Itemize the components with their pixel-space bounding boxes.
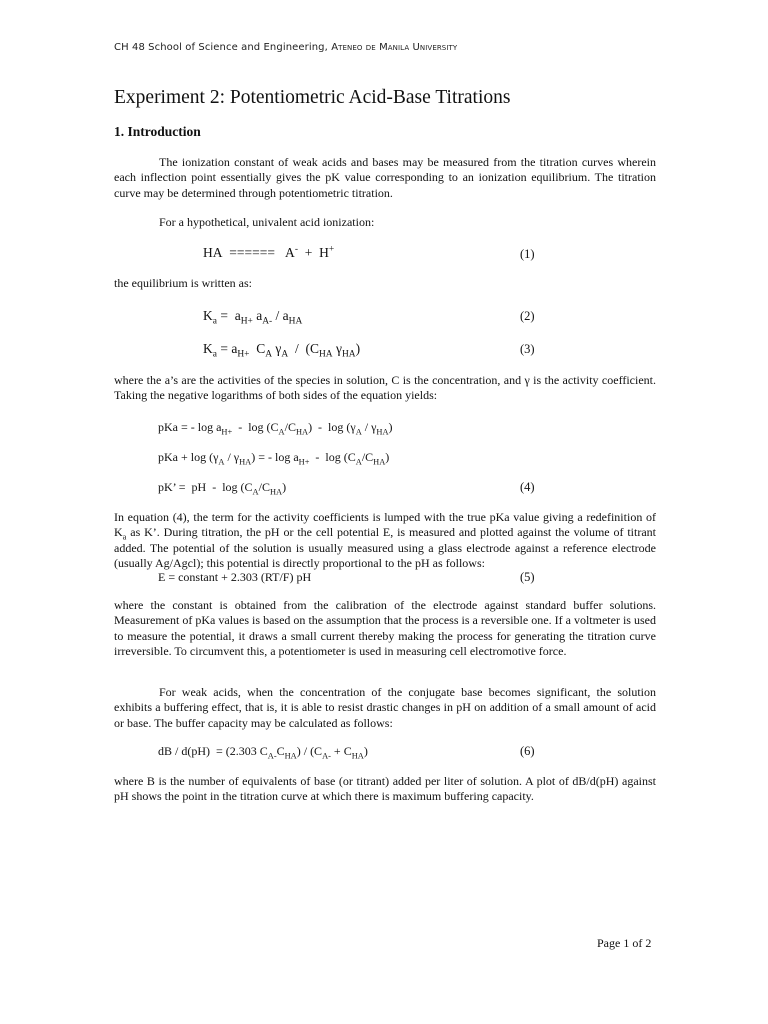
page-number: Page 1 of 2 (597, 936, 652, 950)
running-header (114, 42, 457, 53)
paragraph-4-part-a: where the a’s are the activities of the species in solution, C is the concentration, and (114, 373, 525, 387)
paragraph-7: For weak acids, when the concentration of the conjugate base becomes significant, the solution exhibits a buffering effect, that is, it is able to resist drastic changes in pH on addition of a small amount of acid or base. The buffer capacity may be calculated as follows: (114, 685, 656, 730)
paragraph-5: In equation (4), the term for the activity coefficients is lumped with the true pKa value giving a redefinition of $K_a$ as K’. During titration, the pH or the cell potential E, is measured and plotted against the volume of titrant added. The potential of the solution is usually measured using a glass electrode against a reference electrode (usually Ag/Agcl); this potential is directly proportional to the pH as follows: (114, 510, 656, 570)
equation-2: $K_a = a_{H+}$ $a_{A-} / a_{HA}$ (203, 308, 303, 327)
equation-pka-2: pKa + $\log (\gamma_A / \gamma_{HA})$ = - $\log a_{H+}$ - $\log (C_A/C_{HA})$ (158, 450, 390, 467)
equation-1-number: (1) (520, 247, 535, 261)
paragraph-2: For a hypothetical, univalent acid ionization: (159, 215, 375, 229)
equation-5-number: (5) (520, 570, 535, 584)
paragraph-1: The ionization constant of weak acids and bases may be measured from the titration curves wherein each inflection point essentially gives the pK value corresponding to an ionization equilibrium. The titration curve may be determined through potentiometric titration. (114, 155, 656, 200)
page-title: Experiment 2: Potentiometric Acid-Base Titrations (114, 87, 511, 108)
paragraph-5-part-a: In equation (4), the term for the activity coefficients is lumped with the true pKa value giving a redefinition of K (114, 510, 656, 540)
equation-4-number: (4) (520, 480, 535, 494)
paragraph-4: where the a’s are the activities of the species in solution, C is the concentration, and γ is the activity coefficient. Taking the negative logarithms of both sides of the equation yields: (114, 373, 656, 403)
header-university: Ateneo de Manila University (331, 42, 458, 53)
equation-3-number: (3) (520, 342, 535, 356)
header-course: CH 48 School of Science and Engineering, (114, 42, 328, 53)
paragraph-3: the equilibrium is written as: (114, 276, 252, 290)
equation-4: pK’ = pH - $\log (C_A/C_{HA})$ (158, 480, 287, 497)
paragraph-6: where the constant is obtained from the calibration of the electrode against standard buffer solutions. Measurement of pKa values is based on the assumption that the process is a reversible one. If a voltmeter is used to measure the potential, it draws a small current thereby making the process for generating the titration curve irreversible. To circumvent this, a potentiometer is used in measuring cell electromotive force. (114, 598, 656, 658)
equation-6-number: (6) (520, 744, 535, 758)
equation-1: HA ====== A- + H+ (203, 244, 335, 260)
equation-pka-1: pKa = - $\log a_{H+}$ - $\log (C_A/C_{HA})$ - $\log (\gamma_A / \gamma_{HA})$ (158, 420, 393, 437)
equation-2-number: (2) (520, 309, 535, 323)
paragraph-8: where B is the number of equivalents of base (or titrant) added per liter of solution. A plot of dB/d(pH) against pH shows the point in the titration curve at which there is maximum buffering capacity. (114, 774, 656, 804)
section-heading: 1. Introduction (114, 124, 201, 139)
equation-5: E = constant + 2.303 (RT/F) pH (158, 570, 312, 584)
paragraph-5-part-b: as K’. During titration, the pH or the cell potential E, is measured and plotted against the volume of titrant added. The potential of the solution is usually measured using a glass electrode against a reference electrode (usually Ag/Agcl); this potential is directly proportional to the pH as follows: (114, 525, 656, 570)
equation-6: dB / d(pH) = (2.303 $C_{A-}C_{HA}) / (C_{A-} + C_{HA})$ (158, 744, 368, 761)
paragraph-4-part-b: is the activity coefficient. Taking the negative logarithms of both sides of the equation yields: (114, 373, 656, 403)
equation-3: $K_a = a_{H+}$ $C_A$ $\gamma_A / (C_{HA}$ $\gamma_{HA}$) (203, 341, 361, 360)
